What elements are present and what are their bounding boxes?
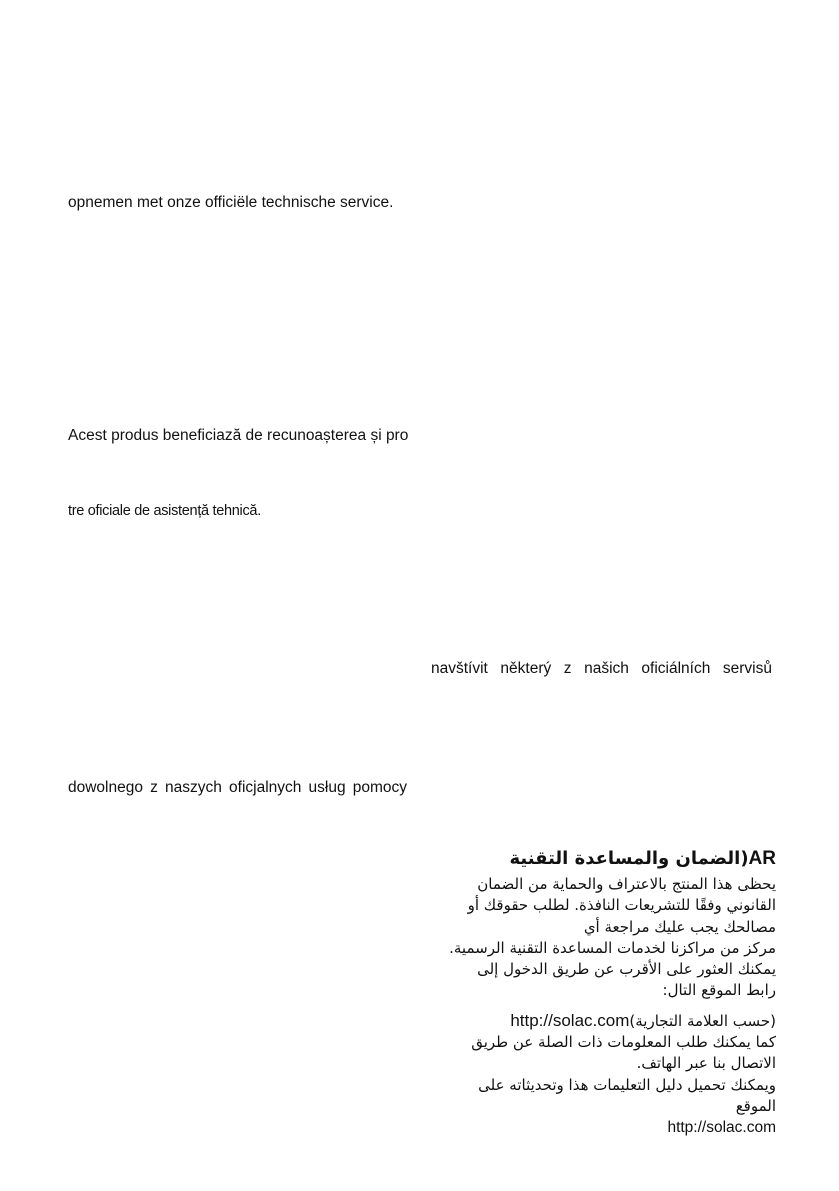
arabic-body-line: مركز من مراكزنا لخدمات المساعدة التقنية الرسمية. [449,938,776,957]
arabic-warranty-section [440,846,776,1139]
language-code: AR [748,848,776,869]
arabic-body-line: كما يمكنك طلب المعلومات ذات الصلة عن طريق [471,1033,776,1052]
arabic-body-line: رابط الموقع التال: [662,981,776,1000]
czech-text-line: navštívit některý z našich oficiálních servisů [431,660,772,677]
romanian-text-line-2: tre oficiale de asistență tehnică. [68,503,261,519]
arabic-body-line: الاتصال بنا عبر الهاتف. [636,1054,776,1073]
website-link[interactable]: http://solac.com [510,1010,630,1030]
arabic-body-line: مصالحك يجب عليك مراجعة أي [583,917,776,936]
website-link-2[interactable]: http://solac.com [667,1119,776,1137]
dutch-text-line: opnemen met onze officiële technische service. [68,194,394,211]
arabic-body-line: يمكنك العثور على الأقرب عن طريق الدخول إلى [477,960,776,979]
arabic-body-line: يحظى هذا المنتج بالاعتراف والحماية من الضمان [477,875,776,893]
arabic-body-line: الموقع [735,1096,776,1115]
arabic-body-line: ويمكنك تحميل دليل التعليمات هذا وتحديثاته على [478,1075,776,1094]
romanian-text-line-1: Acest produs beneficiază de recunoașterea și pro [68,427,409,444]
polish-text-line: dowolnego z naszych oficjalnych usług pomocy [68,779,407,796]
arabic-title-text: الضمان والمساعدة التقنية [509,848,741,869]
arabic-section-title: AR(الضمان والمساعدة التقنية [509,848,776,869]
arabic-url-line [440,1010,776,1032]
arabic-body-line: القانوني وفقًا للتشريعات النافذة. لطلب حقوقك أو [467,896,776,915]
brand-note: (حسب العلامة التجارية) [629,1011,776,1030]
